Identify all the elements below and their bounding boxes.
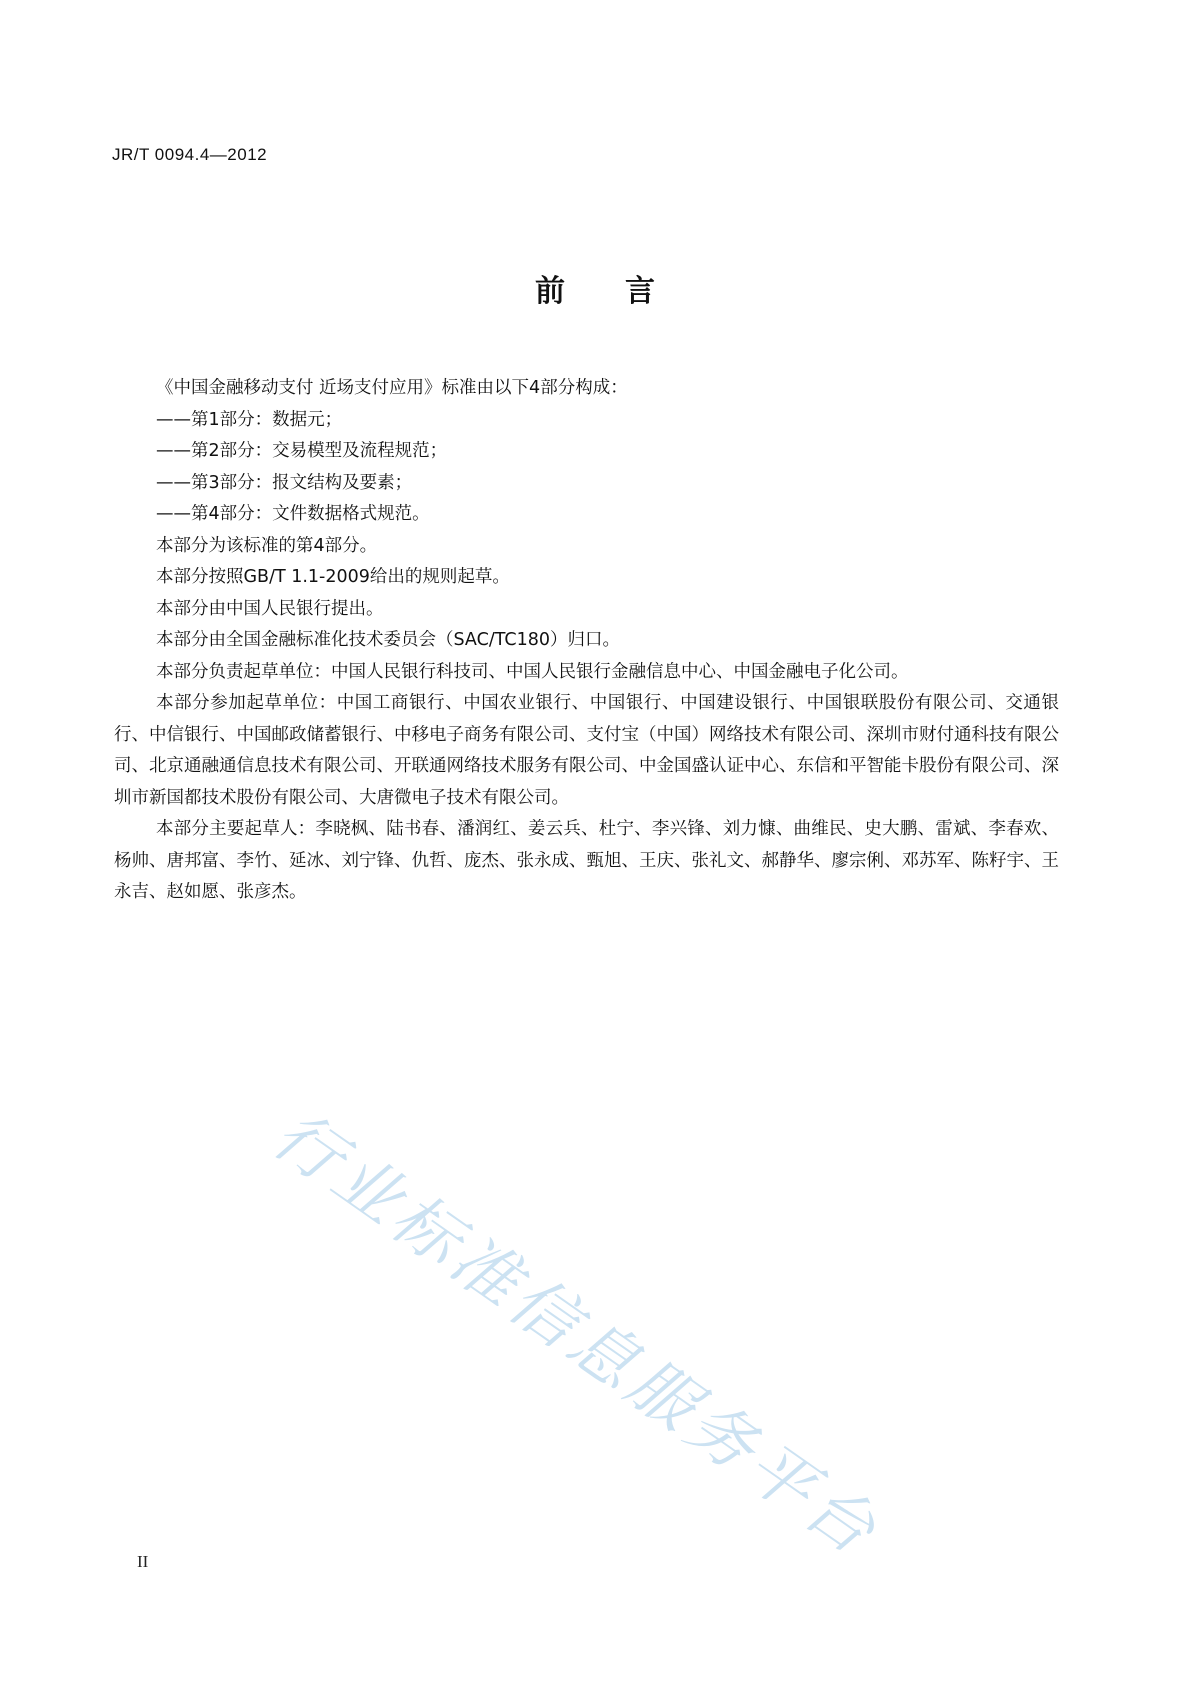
paragraph-proposer: 本部分由中国人民银行提出。 — [156, 598, 384, 619]
title-char-2: 言 — [625, 274, 655, 309]
paragraph-main-drafters: 本部分主要起草人：李晓枫、陆书春、潘润红、姜云兵、杜宁、李兴锋、刘力慷、曲维民、史大鹏、雷斌、李春欢、杨帅、唐邦富、李竹、延冰、刘宁锋、仇哲、庞杰、张永成、甄旭、王庆、张礼文、郝静华、廖宗俐、邓苏军、陈籽宇、王永吉、赵如愿、张彦杰。 — [114, 819, 1059, 902]
paragraph-part-statement: 本部分为该标准的第4部分。 — [156, 535, 378, 556]
list-item-part-1: ——第1部分：数据元； — [156, 409, 343, 430]
foreword-body — [114, 373, 1059, 909]
list-item-part-2: ——第2部分：交易模型及流程规范； — [156, 441, 448, 461]
title-char-1: 前 — [535, 274, 565, 309]
standard-code: JR/T 0094.4—2012 — [112, 145, 268, 164]
list-item-part-3: ——第3部分：报文结构及要素； — [156, 472, 413, 493]
paragraph-intro: 《中国金融移动支付 近场支付应用》标准由以下4部分构成： — [156, 378, 628, 398]
paragraph-responsible-units: 本部分负责起草单位：中国人民银行科技司、中国人民银行金融信息中心、中国金融电子化公司。 — [156, 661, 909, 682]
paragraph-committee: 本部分由全国金融标准化技术委员会（SAC/TC180）归口。 — [156, 630, 620, 650]
paragraph-participating-units: 本部分参加起草单位：中国工商银行、中国农业银行、中国银行、中国建设银行、中国银联股份有限公司、交通银行、中信银行、中国邮政储蓄银行、中移电子商务有限公司、支付宝（中国）网络技术有限公司、深圳市财付通科技有限公司、北京通融通信息技术有限公司、开联通网络技术服务有限公司、中金国盛认证中心、东信和平智能卡股份有限公司、深圳市新国都技术股份有限公司、大唐微电子技术有限公司。 — [114, 693, 1059, 808]
page-number: II — [137, 1552, 149, 1571]
list-item-part-4: ——第4部分：文件数据格式规范。 — [156, 504, 430, 524]
paragraph-drafting-rules: 本部分按照GB/T 1.1-2009给出的规则起草。 — [156, 567, 510, 587]
watermark: 行业标准信息服务平台 — [259, 1095, 894, 1572]
page-title — [0, 266, 1190, 310]
